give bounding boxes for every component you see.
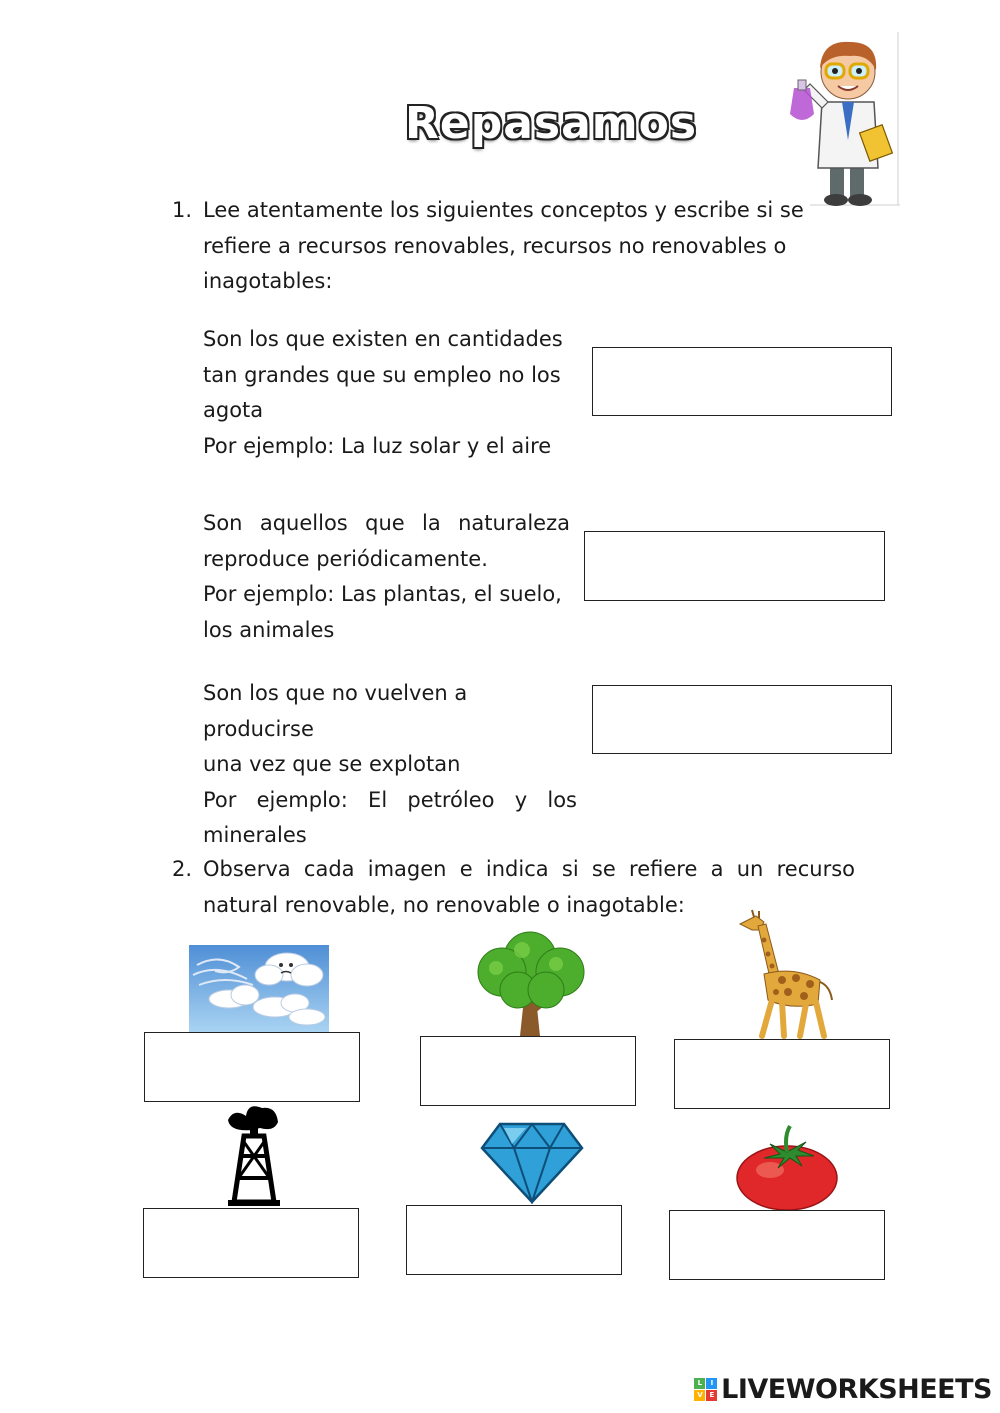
question-2-number: 2. [172,857,193,881]
picture-answer-input-5[interactable] [407,1206,621,1274]
picture-answer-box-6 [669,1210,885,1280]
picture-answer-box-5 [406,1205,622,1275]
giraffe-icon [734,908,838,1040]
concept-line: Por ejemplo: La luz solar y el aire [203,433,552,458]
concept-line: una vez que se explotan [203,752,461,776]
concept-line: Por ejemplo: El petróleo y los [203,787,577,812]
concept-line: Por ejemplo: Las plantas, el suelo, [203,582,562,606]
logo-text: LIVEWORKSHEETS [721,1374,992,1405]
logo-letter: E [706,1390,717,1401]
concept-line: los animales [203,617,335,642]
instruction-line: inagotables: [203,269,333,293]
logo-mark-icon [694,1378,717,1401]
instruction-line: Lee atentamente los siguientes conceptos y escribe si se [203,198,804,222]
picture-answer-box-4 [143,1208,359,1278]
concept-line: reproduce periódicamente. [203,546,488,571]
concept-no-renovables [203,676,577,854]
concept-inagotables [203,322,583,464]
concept-line: Son los que existen en cantidades [203,327,563,351]
answer-box-3 [592,685,892,754]
oil-derrick-icon [224,1102,284,1208]
picture-answer-input-3[interactable] [675,1040,889,1108]
picture-answer-box-2 [420,1036,636,1106]
tomato-icon [734,1122,840,1212]
diamond-icon [480,1120,584,1204]
question-1-instructions [203,193,863,300]
picture-answer-input-2[interactable] [421,1037,635,1105]
scientist-boy-icon [790,30,910,210]
page-title: Repasamos [405,98,698,149]
answer-box-2 [584,531,885,601]
logo-letter: L [694,1378,705,1389]
concept-line: tan grandes que su empleo no los [203,362,561,387]
picture-answer-input-6[interactable] [670,1211,884,1279]
logo-letter: V [694,1390,705,1401]
wind-clouds-icon [189,945,329,1032]
picture-answer-box-3 [674,1039,890,1109]
liveworksheets-logo [694,1374,992,1405]
answer-input-2[interactable] [585,532,884,600]
tree-icon [466,928,596,1038]
answer-input-1[interactable] [593,348,891,415]
picture-answer-input-1[interactable] [145,1033,359,1101]
instruction-line: refiere a recursos renovables, recursos no renovables o [203,233,787,258]
picture-answer-input-4[interactable] [144,1209,358,1277]
answer-input-3[interactable] [593,686,891,753]
picture-answer-box-1 [144,1032,360,1102]
concept-renovables [203,506,570,648]
logo-letter: I [706,1378,717,1389]
concept-line: agota [203,398,264,422]
concept-line: Son aquellos que la naturaleza [203,511,570,535]
question-1-number: 1. [172,198,193,222]
answer-box-1 [592,347,892,416]
instruction-line: natural renovable, no renovable o inagotable: [203,892,685,917]
concept-line: Son los que no vuelven a producirse [203,681,468,741]
instruction-line: Observa cada imagen e indica si se refiere a un recurso [203,857,855,881]
concept-line: minerales [203,823,307,847]
